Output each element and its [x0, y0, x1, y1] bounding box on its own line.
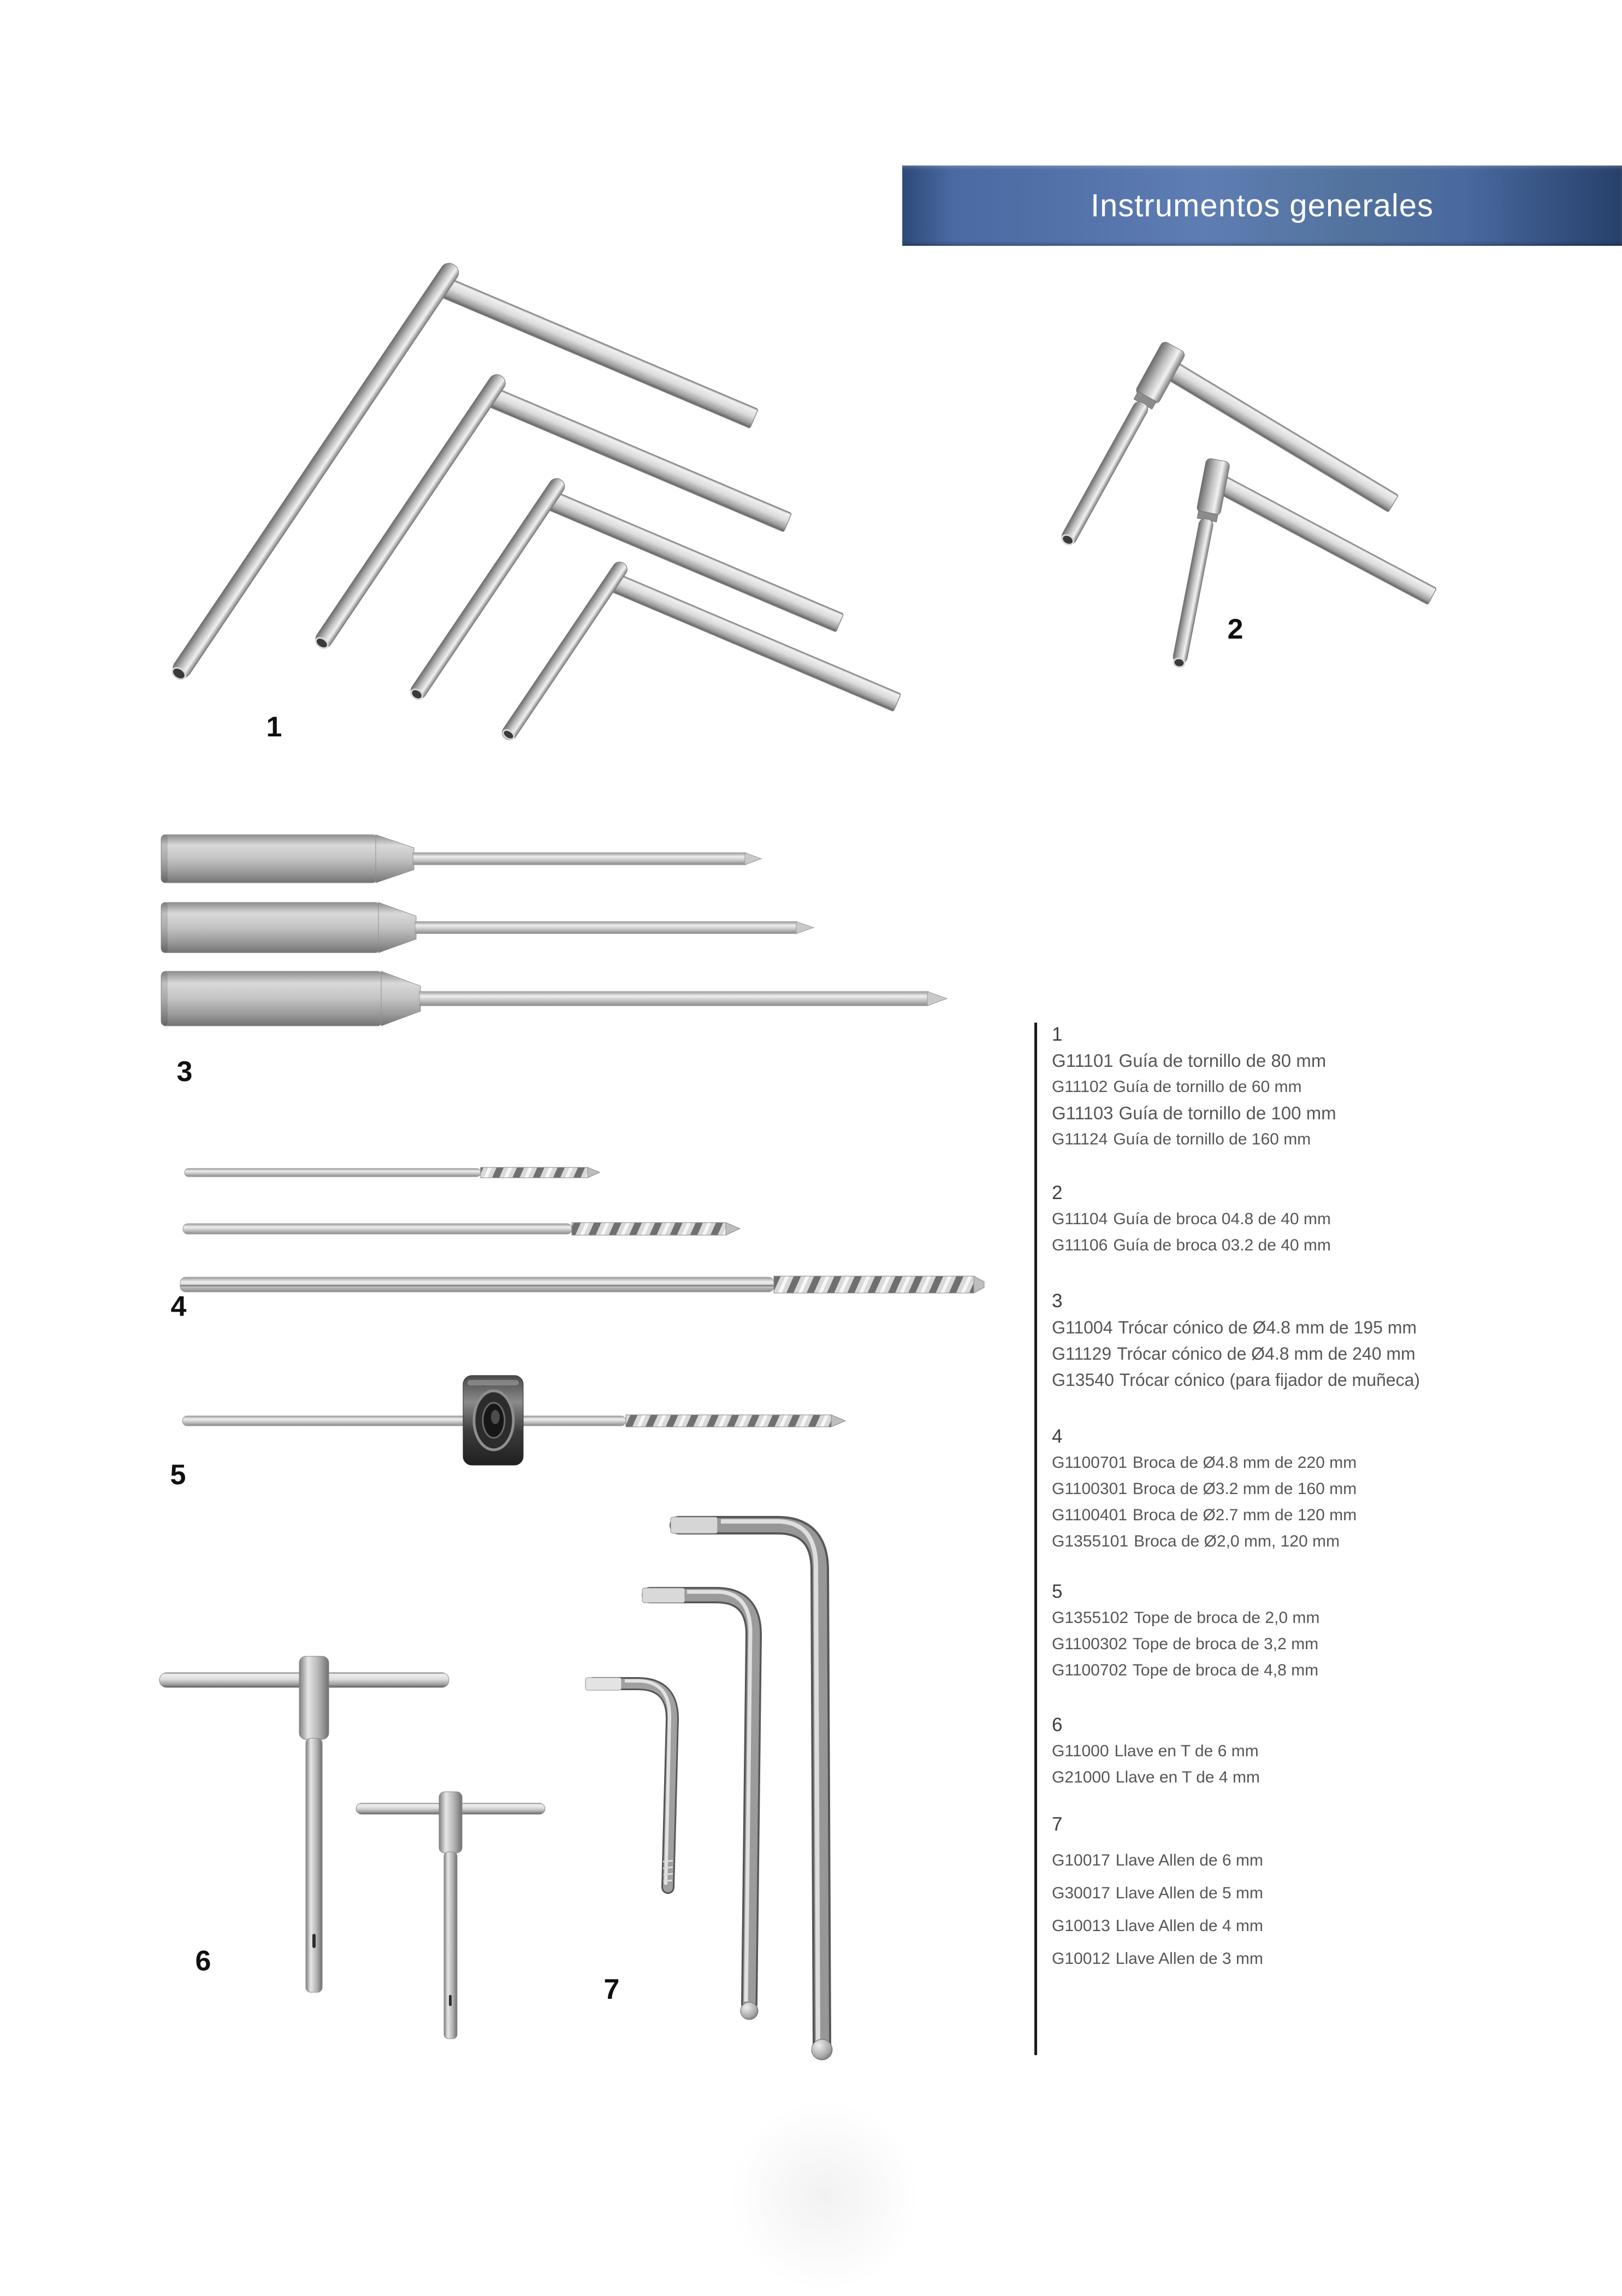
section-banner [902, 166, 1622, 246]
screw-guide-set-illustration [168, 260, 901, 743]
catalog-item: G11101 Guía de tornillo de 80 mm [1052, 1050, 1327, 1071]
catalog-section-4 [1052, 1425, 1467, 1555]
catalog-item: G10017 Llave Allen de 6 mm [1052, 1851, 1263, 1869]
catalog-item: G1100301 Broca de Ø3.2 mm de 160 mm [1052, 1480, 1357, 1498]
figure-label-2: 2 [1227, 613, 1244, 645]
catalog-item: G11102 Guía de tornillo de 60 mm [1052, 1078, 1302, 1096]
catalog-item: G1100401 Broca de Ø2.7 mm de 120 mm [1052, 1506, 1357, 1524]
drill-guide-set-illustration [1054, 340, 1436, 669]
section-number: 2 [1052, 1182, 1063, 1203]
section-number: 1 [1052, 1024, 1063, 1045]
figure-label-4: 4 [170, 1291, 187, 1323]
catalog-section-5 [1052, 1580, 1467, 1684]
figure-label-1: 1 [266, 711, 282, 743]
catalog-section-6 [1052, 1713, 1467, 1791]
t-handle-set-illustration [159, 1656, 545, 2039]
catalog-item: G11106 Guía de broca 03.2 de 40 mm [1052, 1236, 1331, 1254]
catalog-item: G11129 Trócar cónico de Ø4.8 mm de 240 mm [1052, 1344, 1416, 1364]
figure-label-6: 6 [195, 1945, 211, 1977]
catalog-item: G1355102 Tope de broca de 2,0 mm [1052, 1609, 1320, 1627]
trocar-set-illustration [161, 835, 947, 1026]
catalog-item: G11103 Guía de tornillo de 100 mm [1052, 1103, 1336, 1123]
catalog-item: G1100702 Tope de broca de 4,8 mm [1052, 1661, 1319, 1679]
section-number: 5 [1052, 1581, 1063, 1602]
catalog-item: G1100701 Broca de Ø4.8 mm de 220 mm [1052, 1454, 1357, 1472]
catalog-section-7 [1052, 1813, 1467, 1975]
catalog-item: G10012 Llave Allen de 3 mm [1052, 1950, 1263, 1968]
section-number: 6 [1052, 1714, 1063, 1736]
catalog-item: G21000 Llave en T de 4 mm [1052, 1768, 1260, 1786]
catalog-item: G11124 Guía de tornillo de 160 mm [1052, 1130, 1311, 1148]
drill-bit-set-illustration [180, 1167, 984, 1293]
catalog-item: G11104 Guía de broca 04.8 de 40 mm [1052, 1210, 1331, 1228]
list-divider-line [1034, 1023, 1037, 2055]
catalog-item: G1100302 Tope de broca de 3,2 mm [1052, 1635, 1319, 1653]
catalog-item: G1355101 Broca de Ø2,0 mm, 120 mm [1052, 1532, 1340, 1550]
catalog-item: G11004 Trócar cónico de Ø4.8 mm de 195 mm [1052, 1318, 1417, 1337]
drill-with-stop-illustration [182, 1376, 845, 1465]
allen-key-set-illustration [585, 1517, 832, 2060]
catalog-item: G13540 Trócar cónico (para fijador de muñeca) [1052, 1370, 1420, 1390]
section-number: 7 [1052, 1814, 1063, 1835]
section-number: 4 [1052, 1426, 1063, 1447]
figure-label-3: 3 [176, 1056, 193, 1088]
catalog-section-1 [1052, 1023, 1467, 1153]
scan-shadow-artifact [726, 2098, 923, 2294]
page-title: Instrumentos generales [1090, 188, 1434, 223]
section-number: 3 [1052, 1290, 1063, 1312]
catalog-item: G11000 Llave en T de 6 mm [1052, 1742, 1259, 1760]
catalog-section-2 [1052, 1181, 1467, 1259]
figure-label-5: 5 [170, 1459, 186, 1491]
catalog-item: G10013 Llave Allen de 4 mm [1052, 1917, 1263, 1935]
figure-label-7: 7 [603, 1974, 620, 2005]
catalog-item: G30017 Llave Allen de 5 mm [1052, 1884, 1263, 1902]
catalog-section-3 [1052, 1289, 1467, 1393]
